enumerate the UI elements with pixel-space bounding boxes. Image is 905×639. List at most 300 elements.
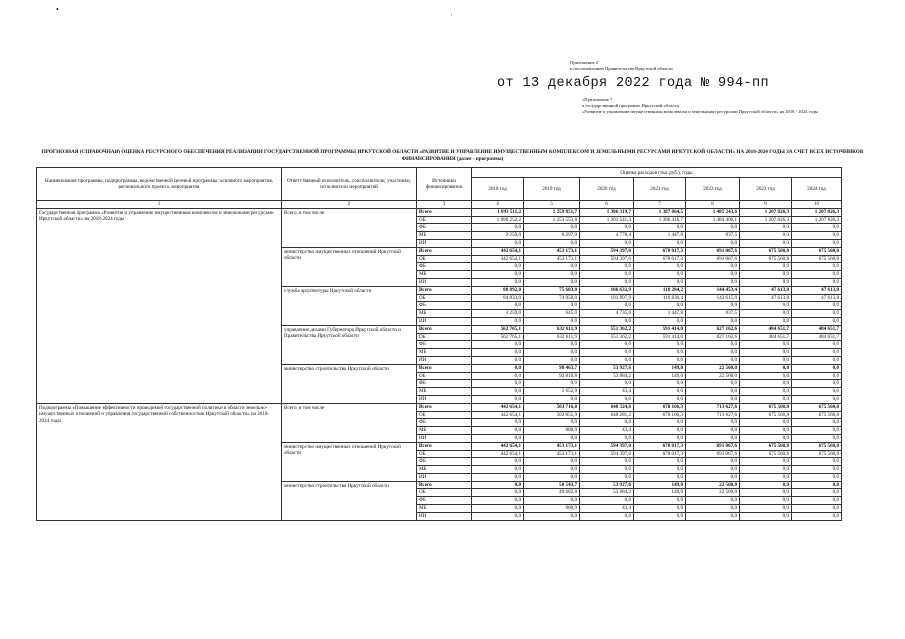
value-cell: 0,0: [792, 372, 842, 380]
value-cell: 678 017,3: [634, 255, 686, 263]
value-cell: 1 485 243,6: [686, 208, 740, 216]
value-cell: 0,0: [792, 427, 842, 435]
value-cell: 1 090 252,2: [472, 216, 524, 224]
program-name-cell: Государственная программа «Развитие и управление имущественным комплексом и земельными ресурсами Иркутской области» на 2018-2024 годы: [37, 208, 282, 403]
value-cell: 0,0: [792, 356, 842, 364]
source-cell: МБ: [417, 427, 472, 435]
source-cell: ИИ: [417, 395, 472, 403]
value-cell: 0,0: [792, 505, 842, 513]
header-estimate: Оценка расходов (тыс.руб.), годы: [472, 168, 842, 178]
value-cell: 0,0: [524, 458, 580, 466]
value-cell: 484 651,7: [792, 333, 842, 341]
source-cell: ФБ: [417, 341, 472, 349]
value-cell: 678 017,3: [634, 247, 686, 255]
value-cell: 551 362,2: [580, 333, 634, 341]
header-year: 2024 год: [792, 178, 842, 201]
col-number: 2: [282, 201, 417, 209]
value-cell: 0,0: [740, 489, 792, 497]
value-cell: 0,0: [792, 473, 842, 481]
value-cell: 0,0: [472, 224, 524, 232]
header-col-2: Ответственный исполнитель, соисполнители, участники, исполнители мероприятий: [282, 168, 417, 201]
value-cell: 0,0: [580, 419, 634, 427]
value-cell: 1 447,8: [634, 232, 686, 240]
value-cell: 0,0: [634, 317, 686, 325]
value-cell: 0,0: [634, 302, 686, 310]
value-cell: 0,0: [740, 224, 792, 232]
value-cell: 0,0: [740, 349, 792, 357]
value-cell: 0,0: [524, 380, 580, 388]
value-cell: 0,0: [524, 224, 580, 232]
col-number: 6: [580, 201, 634, 209]
value-cell: 0,0: [634, 356, 686, 364]
value-cell: 0,0: [634, 341, 686, 349]
value-cell: 453 173,1: [524, 255, 580, 263]
source-cell: МБ: [417, 349, 472, 357]
value-cell: 118 284,2: [634, 286, 686, 294]
value-cell: 0,0: [524, 395, 580, 403]
value-cell: 0,0: [792, 271, 842, 279]
value-cell: 0,0: [472, 302, 524, 310]
value-cell: 0,0: [792, 239, 842, 247]
source-cell: Всего: [417, 325, 472, 333]
value-cell: 0,0: [792, 224, 842, 232]
value-cell: 1 259 851,7: [524, 208, 580, 216]
value-cell: 0,0: [524, 278, 580, 286]
value-cell: 0,0: [792, 497, 842, 505]
source-cell: ФБ: [417, 380, 472, 388]
value-cell: 0,0: [686, 388, 740, 396]
value-cell: 22 560,0: [686, 364, 740, 372]
source-cell: МБ: [417, 388, 472, 396]
resource-table: [36, 167, 842, 521]
source-cell: МБ: [417, 271, 472, 279]
value-cell: 101 897,9: [580, 294, 634, 302]
table-row: [37, 208, 842, 216]
value-cell: 591 414,0: [634, 333, 686, 341]
annex-line-1: Приложение 2: [570, 60, 599, 65]
value-cell: 645,0: [524, 310, 580, 318]
value-cell: 453 173,1: [524, 247, 580, 255]
value-cell: 0,0: [740, 497, 792, 505]
value-cell: 43,4: [580, 505, 634, 513]
source-cell: Всего: [417, 442, 472, 450]
header-year: 2020 год: [580, 178, 634, 201]
source-cell: ИИ: [417, 356, 472, 364]
value-cell: 675 560,8: [740, 450, 792, 458]
value-cell: 0,0: [740, 427, 792, 435]
source-cell: ИИ: [417, 317, 472, 325]
value-cell: 442 654,1: [472, 403, 524, 411]
value-cell: 0,0: [472, 388, 524, 396]
value-cell: 0,0: [634, 388, 686, 396]
value-cell: 106 632,9: [580, 286, 634, 294]
value-cell: 0,0: [580, 317, 634, 325]
value-cell: 0,0: [524, 512, 580, 520]
value-cell: 4 778,4: [580, 232, 634, 240]
value-cell: 0,0: [686, 380, 740, 388]
value-cell: 0,0: [792, 349, 842, 357]
value-cell: 1 207 826,3: [740, 216, 792, 224]
source-cell: МБ: [417, 310, 472, 318]
value-cell: 678 166,3: [634, 411, 686, 419]
value-cell: 0,0: [634, 278, 686, 286]
source-cell: МБ: [417, 232, 472, 240]
value-cell: 0,0: [472, 434, 524, 442]
value-cell: 0,0: [686, 356, 740, 364]
value-cell: 0,0: [634, 349, 686, 357]
value-cell: 0,0: [524, 271, 580, 279]
value-cell: 0,0: [634, 271, 686, 279]
value-cell: 0,0: [472, 317, 524, 325]
source-cell: Всего: [417, 403, 472, 411]
value-cell: 53 884,2: [580, 489, 634, 497]
value-cell: 1 386 416,7: [634, 216, 686, 224]
value-cell: 0,0: [792, 364, 842, 372]
source-cell: ИИ: [417, 278, 472, 286]
value-cell: 691 067,6: [686, 247, 740, 255]
value-cell: 0,0: [472, 466, 524, 474]
value-cell: 0,0: [740, 458, 792, 466]
value-cell: 0,0: [686, 271, 740, 279]
value-cell: 0,0: [580, 224, 634, 232]
value-cell: 0,0: [580, 512, 634, 520]
value-cell: 0,0: [580, 458, 634, 466]
value-cell: 0,0: [792, 278, 842, 286]
value-cell: 144 453,4: [686, 286, 740, 294]
source-cell: ОБ: [417, 372, 472, 380]
value-cell: 0,0: [524, 434, 580, 442]
value-cell: 551 362,2: [580, 325, 634, 333]
source-cell: Всего: [417, 208, 472, 216]
value-cell: 149,0: [634, 489, 686, 497]
value-cell: 678 166,3: [634, 403, 686, 411]
value-cell: 0,0: [524, 317, 580, 325]
value-cell: 453 173,1: [524, 442, 580, 450]
value-cell: 0,0: [580, 278, 634, 286]
value-cell: 0,0: [634, 263, 686, 271]
source-cell: ФБ: [417, 224, 472, 232]
value-cell: 627 162,6: [686, 325, 740, 333]
source-cell: ФБ: [417, 497, 472, 505]
value-cell: 1 207 826,3: [740, 208, 792, 216]
value-cell: 0,0: [686, 458, 740, 466]
value-cell: 0,0: [740, 372, 792, 380]
value-cell: 0,0: [686, 497, 740, 505]
value-cell: 43,4: [580, 427, 634, 435]
value-cell: 0,0: [792, 232, 842, 240]
value-cell: 675 560,8: [740, 247, 792, 255]
value-cell: 0,0: [792, 481, 842, 489]
value-cell: 1 207 826,3: [792, 208, 842, 216]
value-cell: 0,0: [792, 395, 842, 403]
value-cell: 594 397,0: [580, 450, 634, 458]
col-number: 4: [472, 201, 524, 209]
value-cell: 0,0: [792, 263, 842, 271]
value-cell: 0,0: [740, 505, 792, 513]
value-cell: 442 654,1: [472, 255, 524, 263]
value-cell: 149,0: [634, 481, 686, 489]
source-cell: ФБ: [417, 419, 472, 427]
value-cell: 484 651,7: [740, 325, 792, 333]
value-cell: 0,0: [634, 380, 686, 388]
header-year: 2022 год: [686, 178, 740, 201]
value-cell: 0,0: [524, 473, 580, 481]
value-cell: 0,0: [686, 505, 740, 513]
value-cell: 1 093 511,2: [472, 208, 524, 216]
value-cell: 0,0: [472, 271, 524, 279]
value-cell: 594 397,0: [580, 255, 634, 263]
value-cell: 0,0: [524, 302, 580, 310]
value-cell: 675 560,8: [740, 442, 792, 450]
value-cell: 0,0: [472, 512, 524, 520]
responsible-cell: министерство имущественных отношений Иркутской области: [282, 247, 417, 286]
col-number: 5: [524, 201, 580, 209]
value-cell: 0,0: [792, 302, 842, 310]
source-cell: МБ: [417, 466, 472, 474]
value-cell: 0,0: [740, 356, 792, 364]
value-cell: 0,0: [686, 317, 740, 325]
value-cell: 0,0: [686, 263, 740, 271]
source-cell: ОБ: [417, 216, 472, 224]
value-cell: 0,0: [580, 395, 634, 403]
value-cell: 0,0: [472, 395, 524, 403]
value-cell: 0,0: [792, 434, 842, 442]
value-cell: 0,0: [792, 380, 842, 388]
value-cell: 442 654,1: [472, 450, 524, 458]
value-cell: 47 613,8: [792, 294, 842, 302]
value-cell: 0,0: [524, 356, 580, 364]
value-cell: 6 297,9: [524, 232, 580, 240]
header-row-1: [37, 168, 842, 178]
value-cell: 0,0: [634, 497, 686, 505]
value-cell: 0,0: [792, 419, 842, 427]
value-cell: 0,0: [740, 481, 792, 489]
value-cell: 0,0: [792, 310, 842, 318]
value-cell: 0,0: [472, 427, 524, 435]
value-cell: 0,0: [740, 278, 792, 286]
value-cell: 675 560,8: [792, 411, 842, 419]
value-cell: 0,0: [472, 458, 524, 466]
value-cell: 53 927,6: [580, 364, 634, 372]
value-cell: 0,0: [524, 239, 580, 247]
value-cell: 53 884,2: [580, 372, 634, 380]
source-cell: ФБ: [417, 302, 472, 310]
col-number: 10: [792, 201, 842, 209]
annex-line-2: к постановлению Правительства Иркутской области: [570, 66, 673, 71]
value-cell: 0,0: [740, 466, 792, 474]
value-cell: 0,0: [580, 263, 634, 271]
value-cell: 1 484 406,1: [686, 216, 740, 224]
value-cell: 0,0: [740, 419, 792, 427]
value-cell: 0,0: [686, 224, 740, 232]
header-year: 2019 год: [524, 178, 580, 201]
source-cell: МБ: [417, 505, 472, 513]
value-cell: 47 613,8: [792, 286, 842, 294]
value-cell: 0,0: [792, 341, 842, 349]
col-number: 9: [740, 201, 792, 209]
value-cell: 0,0: [580, 380, 634, 388]
source-cell: ОБ: [417, 294, 472, 302]
value-cell: 442 654,1: [472, 247, 524, 255]
value-cell: 0,0: [740, 263, 792, 271]
value-cell: 0,0: [472, 341, 524, 349]
header-col-3: Источники финансирования: [417, 168, 472, 201]
value-cell: 675 560,8: [792, 247, 842, 255]
value-cell: 0,0: [580, 473, 634, 481]
value-cell: 503 716,8: [524, 403, 580, 411]
responsible-cell: министерство строительства Иркутской области: [282, 481, 417, 520]
value-cell: 0,0: [686, 427, 740, 435]
value-cell: 0,0: [740, 302, 792, 310]
value-cell: 484 651,7: [740, 333, 792, 341]
value-cell: 22 560,0: [686, 481, 740, 489]
annex2-line-3: «Развитие и управление имущественным комплексом и земельными ресурсами Иркутской области» на 2018 - 2024 годы: [582, 109, 818, 114]
value-cell: 0,0: [524, 466, 580, 474]
value-cell: 675 560,8: [792, 442, 842, 450]
value-cell: 0,0: [634, 458, 686, 466]
value-cell: 0,0: [634, 505, 686, 513]
value-cell: 0,0: [740, 395, 792, 403]
value-cell: 0,0: [686, 302, 740, 310]
date-stamp: от 13 декабря 2022 года № 994-пп: [497, 76, 770, 91]
value-cell: 0,0: [686, 349, 740, 357]
value-cell: 149,0: [634, 372, 686, 380]
value-cell: 0,0: [472, 497, 524, 505]
value-cell: 49 682,8: [524, 489, 580, 497]
value-cell: 0,0: [472, 372, 524, 380]
value-cell: 0,0: [634, 427, 686, 435]
responsible-cell: служба архитектуры Иркутской области: [282, 286, 417, 325]
value-cell: 53 927,6: [580, 481, 634, 489]
value-cell: 675 560,8: [792, 450, 842, 458]
value-cell: 0,0: [634, 239, 686, 247]
source-cell: ИИ: [417, 434, 472, 442]
source-cell: Всего: [417, 481, 472, 489]
value-cell: 0,0: [472, 263, 524, 271]
value-cell: 0,0: [686, 395, 740, 403]
value-cell: 0,0: [740, 380, 792, 388]
value-cell: 3 259,0: [472, 310, 524, 318]
value-cell: 0,0: [580, 349, 634, 357]
value-cell: 632 611,9: [524, 333, 580, 341]
value-cell: 0,0: [472, 489, 524, 497]
col-number: 7: [634, 201, 686, 209]
value-cell: 0,0: [472, 349, 524, 357]
value-cell: 0,0: [792, 388, 842, 396]
value-cell: 0,0: [524, 341, 580, 349]
dot-mark: ': [451, 14, 453, 20]
col-number: 8: [686, 201, 740, 209]
value-cell: 453 173,1: [524, 450, 580, 458]
value-cell: 678 017,3: [634, 442, 686, 450]
header-numbers-row: [37, 201, 842, 209]
value-cell: 837,5: [686, 232, 740, 240]
value-cell: 0,0: [580, 341, 634, 349]
value-cell: 837,5: [686, 310, 740, 318]
value-cell: 0,0: [524, 349, 580, 357]
value-cell: 0,0: [472, 278, 524, 286]
table-row: [37, 403, 842, 411]
annex2-line-2: к государственной программе Иркутской области: [582, 103, 679, 108]
value-cell: 0,0: [580, 497, 634, 505]
value-cell: 74 958,0: [524, 294, 580, 302]
value-cell: 0,0: [740, 388, 792, 396]
value-cell: 0,0: [686, 341, 740, 349]
value-cell: 0,0: [792, 458, 842, 466]
value-cell: 0,0: [686, 419, 740, 427]
col-number: 3: [417, 201, 472, 209]
value-cell: 22 560,0: [686, 489, 740, 497]
header-year: 2023 год: [740, 178, 792, 201]
value-cell: 675 560,8: [740, 255, 792, 263]
value-cell: 98 463,7: [524, 364, 580, 372]
value-cell: 0,0: [792, 489, 842, 497]
value-cell: 0,0: [740, 239, 792, 247]
source-cell: ОБ: [417, 333, 472, 341]
annex2-line-1: «Приложение 7: [582, 97, 613, 102]
value-cell: 0,0: [792, 466, 842, 474]
table-body: [37, 168, 842, 521]
value-cell: 143 615,9: [686, 294, 740, 302]
value-cell: 5 652,9: [524, 388, 580, 396]
header-year: 2021 год: [634, 178, 686, 201]
source-cell: ФБ: [417, 458, 472, 466]
source-cell: Всего: [417, 364, 472, 372]
responsible-cell: Всего, в том числе: [282, 403, 417, 442]
value-cell: 502 855,9: [524, 411, 580, 419]
value-cell: 43,4: [580, 388, 634, 396]
value-cell: 691 067,6: [686, 450, 740, 458]
value-cell: 0,0: [472, 473, 524, 481]
value-cell: 0,0: [472, 356, 524, 364]
value-cell: 627 162,6: [686, 333, 740, 341]
value-cell: 84 833,0: [472, 294, 524, 302]
source-cell: ОБ: [417, 489, 472, 497]
value-cell: 442 654,1: [472, 442, 524, 450]
value-cell: 75 603,0: [524, 286, 580, 294]
value-cell: 562 765,1: [472, 333, 524, 341]
value-cell: 50 543,7: [524, 481, 580, 489]
value-cell: 0,0: [634, 224, 686, 232]
header-col-1: Наименование программы, подпрограммы, ведомственной целевой программы, основного мероприятия, регионального проекта, мероприятия: [37, 168, 282, 201]
value-cell: 0,0: [740, 364, 792, 372]
value-cell: 0,0: [686, 512, 740, 520]
value-cell: 1 301 541,3: [580, 216, 634, 224]
value-cell: 47 613,8: [740, 294, 792, 302]
value-cell: 0,0: [524, 263, 580, 271]
value-cell: 116 836,4: [634, 294, 686, 302]
source-cell: ОБ: [417, 450, 472, 458]
value-cell: 3 259,0: [472, 232, 524, 240]
value-cell: 0,0: [580, 271, 634, 279]
value-cell: 675 560,8: [740, 403, 792, 411]
col-number: 1: [37, 201, 282, 209]
value-cell: 0,0: [740, 434, 792, 442]
value-cell: 594 397,0: [580, 442, 634, 450]
value-cell: 1 306 319,7: [580, 208, 634, 216]
value-cell: 678 017,3: [634, 450, 686, 458]
value-cell: 0,0: [472, 239, 524, 247]
source-cell: ОБ: [417, 411, 472, 419]
value-cell: 0,0: [580, 356, 634, 364]
program-name-cell: Подпрограмма «Повышение эффективности проводимой государственной политики в области земельно-имущественных отношений и управления государственной собственностью Иркутской области» на 2018-2024 годы: [37, 403, 282, 520]
value-cell: 0,0: [740, 473, 792, 481]
value-cell: 0,0: [524, 419, 580, 427]
value-cell: 675 560,8: [740, 411, 792, 419]
value-cell: 0,0: [634, 512, 686, 520]
value-cell: 149,0: [634, 364, 686, 372]
source-cell: ИИ: [417, 512, 472, 520]
